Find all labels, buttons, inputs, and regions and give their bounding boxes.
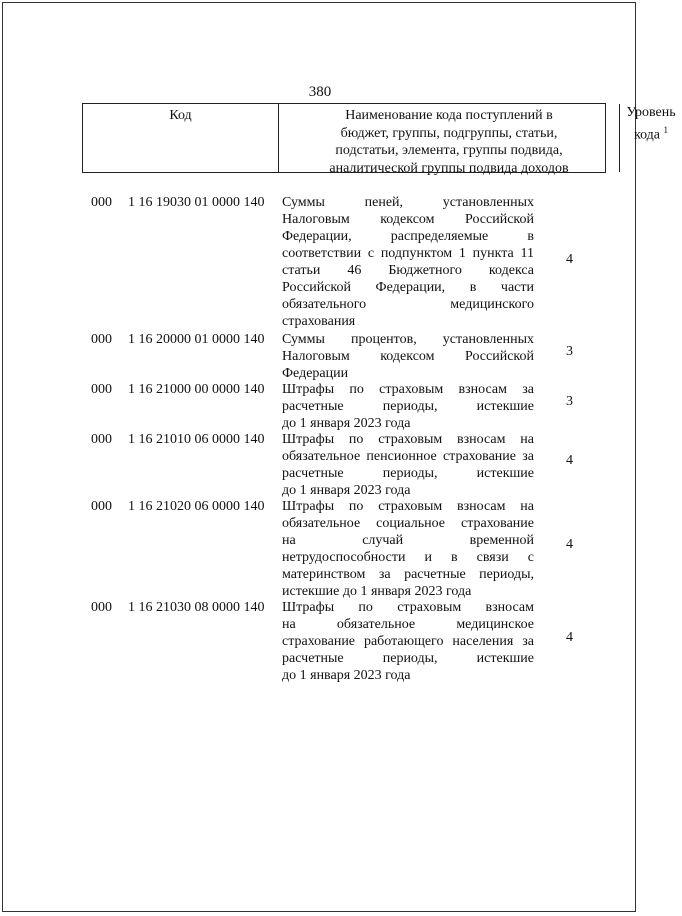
row-name bbox=[282, 194, 534, 330]
row-group: 000 bbox=[91, 332, 112, 347]
row-level: 4 bbox=[566, 537, 573, 552]
header-level-line: Уровень bbox=[626, 105, 676, 120]
row-code: 1 16 21010 06 0000 140 bbox=[128, 432, 265, 447]
header-name-line: подстатьи, элемента, группы подвида, bbox=[335, 143, 563, 158]
row-name-line: расчетные периоды, истекшие bbox=[282, 466, 534, 481]
row-name-line: Штрафы по страховым взносам bbox=[282, 600, 534, 615]
row-name-line: обязательного медицинского bbox=[282, 297, 534, 312]
row-level: 3 bbox=[566, 344, 573, 359]
row-group: 000 bbox=[91, 432, 112, 447]
row-name-line: обязательное пенсионное страхование за bbox=[282, 449, 534, 464]
row-name-line: Суммы пеней, установленных bbox=[282, 195, 534, 210]
row-code: 1 16 21020 06 0000 140 bbox=[128, 499, 265, 514]
row-name-line: на случай временной bbox=[282, 533, 534, 548]
row-level: 4 bbox=[566, 630, 573, 645]
row-group: 000 bbox=[91, 499, 112, 514]
header-level-word: кода bbox=[633, 127, 661, 143]
footnote-marker: 1 bbox=[663, 124, 669, 135]
row-name-line: материнством за расчетные периоды, bbox=[282, 567, 534, 582]
row-name-line: до 1 января 2023 года bbox=[282, 483, 411, 498]
row-name-line: на обязательное медицинское bbox=[282, 617, 534, 632]
row-name-line: Суммы процентов, установленных bbox=[282, 332, 534, 347]
row-name bbox=[282, 331, 534, 382]
row-name bbox=[282, 599, 534, 684]
row-name-line: страхование работающего населения за bbox=[282, 634, 534, 649]
row-name-line: соответствии с подпунктом 1 пункта 11 bbox=[282, 246, 534, 261]
row-name-line: Штрафы по страховым взносам на bbox=[282, 499, 534, 514]
row-name-line: нетрудоспособности и в связи с bbox=[282, 550, 534, 565]
row-name-line: расчетные периоды, истекшие bbox=[282, 399, 534, 414]
row-name-line: до 1 января 2023 года bbox=[282, 416, 411, 431]
row-name-line: Налоговым кодексом Российской bbox=[282, 212, 534, 227]
row-name bbox=[282, 431, 534, 499]
row-code: 1 16 19030 01 0000 140 bbox=[128, 195, 265, 210]
row-group: 000 bbox=[91, 382, 112, 397]
row-name-line: страхования bbox=[282, 314, 356, 329]
page-number: 380 bbox=[308, 84, 332, 100]
row-name-line: до 1 января 2023 года bbox=[282, 668, 411, 683]
row-level: 4 bbox=[566, 453, 573, 468]
row-name-line: расчетные периоды, истекшие bbox=[282, 651, 534, 666]
row-group: 000 bbox=[91, 600, 112, 615]
row-name-line: обязательное социальное страхование bbox=[282, 516, 534, 531]
row-code: 1 16 21000 00 0000 140 bbox=[128, 382, 265, 397]
row-name-line: истекшие до 1 января 2023 года bbox=[282, 584, 472, 599]
header-name-line: аналитической группы подвида доходов bbox=[329, 160, 569, 176]
row-name-line: Федерации, распределяемые в bbox=[282, 229, 534, 244]
row-name bbox=[282, 381, 534, 432]
row-level: 3 bbox=[566, 394, 573, 409]
row-code: 1 16 21030 08 0000 140 bbox=[128, 600, 265, 615]
header-code-label: Код bbox=[169, 108, 192, 123]
row-name bbox=[282, 498, 534, 600]
row-name-line: Штрафы по страховым взносам на bbox=[282, 432, 534, 447]
row-group: 000 bbox=[91, 195, 112, 210]
row-name-line: статьи 46 Бюджетного кодекса bbox=[282, 263, 534, 278]
row-level: 4 bbox=[566, 252, 573, 267]
row-name-line: Штрафы по страховым взносам за bbox=[282, 382, 534, 397]
header-name-line: Наименование кода поступлений в bbox=[345, 108, 553, 123]
header-name-line: бюджет, группы, подгруппы, статьи, bbox=[340, 125, 558, 141]
row-code: 1 16 20000 01 0000 140 bbox=[128, 332, 265, 347]
row-name-line: Налоговым кодексом Российской bbox=[282, 349, 534, 364]
row-name-line: Федерации bbox=[282, 366, 349, 381]
row-name-line: Российской Федерации, в части bbox=[282, 280, 534, 295]
